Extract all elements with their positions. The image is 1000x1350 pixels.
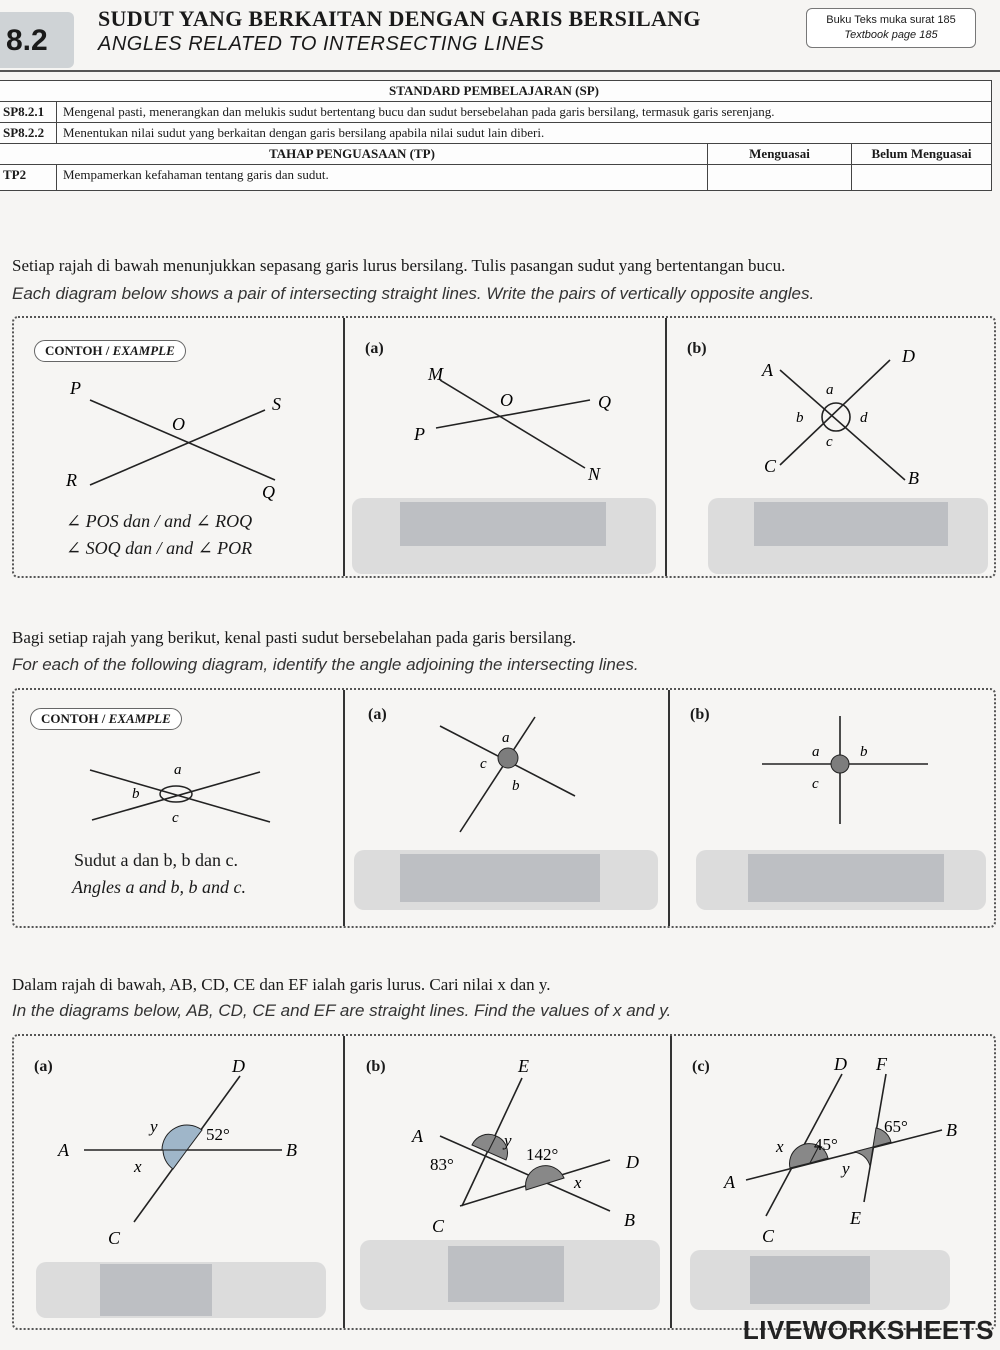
q2-example-badge [30,708,182,730]
angle-a: a [502,730,510,746]
q2a-label: (a) [368,706,387,723]
point-c: C [432,1216,445,1236]
angle-c: c [812,776,819,792]
angle-142 [526,1166,564,1190]
q1b-answer-box[interactable] [708,498,988,574]
angle-52-label: 52° [206,1125,230,1144]
answer-field [750,1256,870,1304]
answer-field [400,502,606,546]
q1-example-answer-2: ∠ SOQ dan / and ∠ POR [66,538,253,558]
point-c: C [762,1226,775,1246]
q2-divider [343,690,345,926]
q1a-diagram [400,360,640,490]
angle-y [854,1147,873,1166]
angle-a: a [826,382,834,398]
point-c: C [764,456,777,476]
standard-code: SP8.2.1 [0,102,57,123]
q3-instruction-ms: Dalam rajah di bawah, AB, CD, CE dan EF ialah garis lurus. Cari nilai x dan y. [12,975,551,994]
table-row [0,165,992,191]
table-row [0,144,992,165]
point-e: E [518,1056,529,1076]
q3b-diagram [400,1056,660,1236]
angle-b: b [796,410,804,426]
standard-code: SP8.2.2 [0,123,57,144]
line-pq [90,400,275,480]
q3b-answer-box[interactable] [360,1240,660,1310]
not-mastered-checkbox[interactable] [852,165,992,191]
col-not-mastered: Belum Menguasai [852,144,992,165]
point-o: O [172,414,185,434]
angle-marker [498,748,518,768]
point-d: D [902,346,915,366]
page-subtitle: ANGLES RELATED TO INTERSECTING LINES [98,33,545,55]
q1a-label: (a) [365,340,384,357]
q2b-label: (b) [690,706,710,723]
q3a-label: (a) [34,1058,53,1075]
q1-instruction-ms: Setiap rajah di bawah menunjukkan sepasang garis lurus bersilang. Tulis pasangan sudut yang bertentangan bucu. [12,256,786,275]
angle-a: a [812,744,820,760]
point-n: N [588,464,601,484]
q3a-answer-box[interactable] [36,1262,326,1318]
point-a: A [412,1126,423,1146]
reference-en: Textbook page 185 [844,29,938,41]
point-p: P [70,378,81,398]
point-a: A [724,1172,735,1192]
point-r: R [66,470,77,490]
standard-text: Mengenal pasti, menerangkan dan melukis sudut bertentang bucu dan sudut bersebelahan pada garis bersilang, termasuk garis serenjang. [57,102,992,123]
q2-instruction-ms: Bagi setiap rajah yang berikut, kenal pasti sudut bersebelahan pada garis bersilang. [12,628,577,647]
angle-y-label: y [150,1117,158,1136]
line-2 [460,717,535,832]
q3-instruction-en: In the diagrams below, AB, CD, CE and EF are straight lines. Find the values of x and y. [12,1001,672,1020]
answer-field [448,1246,564,1302]
angle-45-label: 45° [814,1135,838,1154]
tp-text: Mempamerkan kefahaman tentang garis dan sudut. [57,165,708,191]
q2-divider [668,690,670,926]
angle-marker [831,755,849,773]
point-f: F [876,1054,887,1074]
point-m: M [428,364,443,384]
q1-example-badge [34,340,186,362]
point-s: S [272,394,281,414]
liveworksheets-logo: LIVEWORKSHEETS [742,1315,994,1345]
q1-example-diagram [40,370,330,510]
angle-y-label: y [504,1131,512,1150]
section-number: 8.2 [6,24,48,57]
table-row [0,123,992,144]
angle-x-label: x [776,1137,784,1156]
angle-x-label: x [574,1173,582,1192]
q3a-diagram [50,1056,320,1256]
point-b: B [908,468,919,488]
q1-example-answer-1: ∠ POS dan / and ∠ ROQ [66,511,253,531]
q2-example-diagram [70,740,290,840]
q2b-answer-box[interactable] [696,850,986,910]
point-q: Q [598,392,611,412]
point-a: A [58,1140,69,1160]
tp-code: TP2 [0,165,57,191]
example-label: CONTOH / [45,343,113,358]
q1-divider [343,318,345,576]
standards-table [0,80,992,191]
angle-b: b [860,744,868,760]
answer-field [748,854,944,902]
answer-field [754,502,948,546]
q1b-label: (b) [687,340,707,357]
q3-divider [343,1036,345,1328]
example-label-en: EXAMPLE [112,343,175,358]
point-p: P [414,424,425,444]
point-b: B [286,1140,297,1160]
point-q: Q [262,482,275,502]
q1b-diagram [740,340,980,500]
tp-heading: TAHAP PENGUASAAN (TP) [0,144,708,165]
answer-field [100,1264,212,1316]
angle-65-label: 65° [884,1117,908,1136]
q1-divider [665,318,667,576]
point-b: B [624,1210,635,1230]
angle-marker [160,786,192,802]
angle-x-label: x [134,1157,142,1176]
q3c-answer-box[interactable] [690,1250,950,1310]
header-divider [0,70,1000,72]
point-o: O [500,390,513,410]
standards-heading: STANDARD PEMBELAJARAN (SP) [0,81,992,102]
angle-c: c [826,434,833,450]
textbook-reference [806,8,976,48]
page-title: SUDUT YANG BERKAITAN DENGAN GARIS BERSILANG [98,6,701,31]
q3-divider [670,1036,672,1328]
angle-a: a [174,762,182,778]
point-d: D [834,1054,847,1074]
angle-circle [822,403,850,431]
point-b: B [946,1120,957,1140]
q2-example-answer-ms: Sudut a dan b, b dan c. [74,850,238,870]
angle-d: d [860,410,868,426]
q2-instruction-en: For each of the following diagram, identify the angle adjoining the intersecting lines. [12,655,639,674]
q2a-answer-box[interactable] [354,850,658,910]
point-d: D [626,1152,639,1172]
angle-c: c [172,810,179,826]
angle-y [162,1125,202,1150]
q2a-diagram [430,712,590,838]
angle-142-label: 142° [526,1145,559,1164]
angle-x [163,1150,187,1169]
q3c-diagram [716,1050,986,1250]
standard-text: Menentukan nilai sudut yang berkaitan dengan garis bersilang apabila nilai sudut lain diberi. [57,123,992,144]
point-c: C [108,1228,121,1248]
example-label-en: EXAMPLE [108,711,171,726]
q2b-diagram [756,712,936,828]
example-label: CONTOH / [41,711,109,726]
point-d: D [232,1056,245,1076]
q3b-label: (b) [366,1058,386,1075]
table-row [0,102,992,123]
point-e: E [850,1208,861,1228]
angle-y-label: y [842,1159,850,1178]
q3c-label: (c) [692,1058,710,1075]
angle-b: b [132,786,140,802]
answer-field [400,854,600,902]
q1-instruction-en: Each diagram below shows a pair of intersecting straight lines. Write the pairs of vertically opposite angles. [12,284,815,303]
angle-b: b [512,778,520,794]
reference-ms: Buku Teks muka surat 185 [826,14,956,26]
point-a: A [762,360,773,380]
angle-c: c [480,756,487,772]
q2-example-answer-en: Angles a and b, b and c. [72,877,246,897]
q1a-answer-box[interactable] [352,498,656,574]
mastered-checkbox[interactable] [708,165,852,191]
col-mastered: Menguasai [708,144,852,165]
angle-83-label: 83° [430,1155,454,1174]
